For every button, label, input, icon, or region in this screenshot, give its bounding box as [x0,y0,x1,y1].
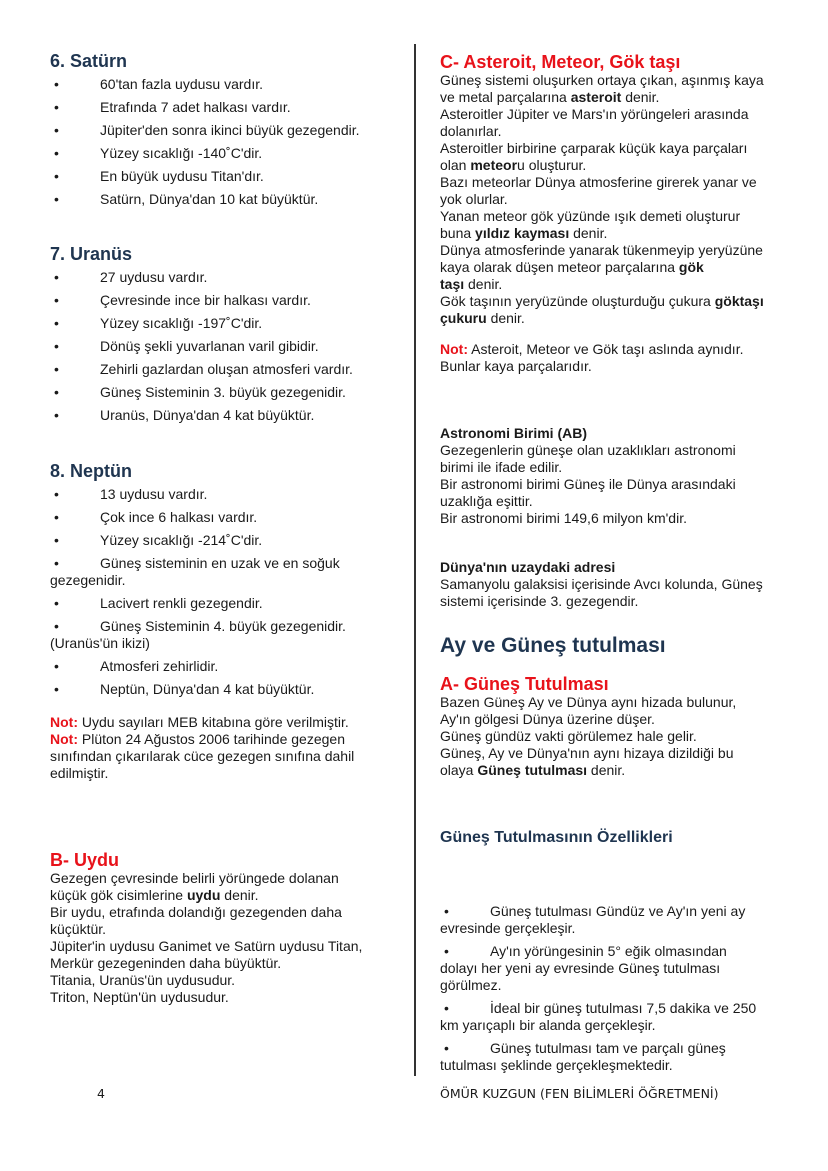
note-label: Not: [50,714,78,730]
asteroid-note [440,341,820,375]
text: Titania, Uranüs'ün uydusudur. [50,972,236,988]
text: Ay'ın yörüngesinin 5° eğik olmasından [490,943,727,959]
text-line [50,921,430,938]
bold-term: gök [678,259,704,275]
text: Asteroit, Meteor ve Gök taşı aslında aynıdır. [468,341,744,357]
list-item [50,595,430,612]
list-item [50,76,430,93]
bullet-icon: • [54,76,59,92]
text-line [440,920,820,937]
list-item [50,555,430,589]
text-line [440,123,820,140]
text: Etrafında 7 adet halkası vardır. [100,99,291,115]
list-item [50,191,430,208]
text: km yarıçaplı bir alanda gerçekleşir. [440,1017,656,1033]
text-line [50,145,430,162]
text-line [50,989,430,1006]
text: sınıfından çıkarılarak cüce gezegen sınıfına dahil [50,748,355,764]
text: Asteroitler birbirine çarparak küçük kaya parçaları [440,140,748,156]
text-line [440,259,820,276]
heading-uranus: 7. Uranüs [50,244,133,264]
text-line [50,292,430,309]
bullet-icon: • [54,145,59,161]
text: Bazı meteorlar Dünya atmosferine girerek yanar ve [440,174,757,190]
bullet-icon: • [54,191,59,207]
text-line [50,572,430,589]
bullet-icon: • [54,338,59,354]
text-line [50,635,430,652]
text: Ay'ın gölgesi Dünya üzerine düşer. [440,711,655,727]
text: denir. [587,762,626,778]
heading-eclipse: Ay ve Güneş tutulması [440,634,666,657]
text: Güneş gündüz vakti görülemez hale gelir. [440,728,697,744]
list-item [50,269,430,286]
text-line [50,658,430,675]
text-line [50,122,430,139]
text: Bir uydu, etrafında dolandığı gezegenden daha [50,904,342,920]
features-list [440,903,820,1074]
text-line [440,157,820,174]
list-item [50,315,430,332]
section-features [440,903,820,1080]
text-line [440,242,820,259]
heading-neptune: 8. Neptün [50,461,133,481]
heading-solar-eclipse: A- Güneş Tutulması [440,674,609,694]
heading-address: Dünya'nın uzaydaki adresi [440,559,616,575]
text: Bunlar kaya parçalarıdır. [440,358,592,374]
text-line [440,728,820,745]
text: Güneş tutulması Gündüz ve Ay'ın yeni ay [490,903,746,919]
bullet-icon: • [444,903,449,919]
footer-author: ÖMÜR KUZGUN (FEN BİLİMLERİ ÖĞRETMENİ) [440,1086,719,1101]
text: küçük gök cisimlerine [50,887,187,903]
text: evresinde gerçekleşir. [440,920,576,936]
saturn-list [50,76,430,208]
text: Güneş Sisteminin 3. büyük gezegenidir. [100,384,346,400]
text: Satürn, Dünya'dan 10 kat büyüktür. [100,191,319,207]
list-item [50,122,430,139]
list-item [50,681,430,698]
text: birimi ile ifade edilir. [440,459,563,475]
bullet-icon: • [54,269,59,285]
text-line [50,731,430,748]
text: gezegenidir. [50,572,126,588]
text-line [50,618,430,635]
text: denir. [569,225,608,241]
text-line [440,341,820,358]
text: tutulması şeklinde gerçekleşmektedir. [440,1057,673,1073]
list-item [440,903,820,937]
text-line [440,293,820,310]
bold-term: asteroit [570,89,622,105]
text-line [440,89,820,106]
text-line [50,407,430,424]
text: küçüktür. [50,921,107,937]
text: Zehirli gazlardan oluşan atmosferi vardır. [100,361,353,377]
list-item [50,361,430,378]
bullet-icon: • [54,407,59,423]
address-text [440,576,820,610]
text: dolayı her yeni ay evresinde Güneş tutulması [440,960,721,976]
bullet-icon: • [54,486,59,502]
list-item [50,486,430,503]
text-line [440,694,820,711]
text: olaya [440,762,478,778]
text-line [50,168,430,185]
text: Dünya atmosferinde yanarak tükenmeyip yeryüzüne [440,242,763,258]
section-uranus [50,243,430,430]
text-line [50,955,430,972]
text: sistemi içerisinde 3. gezegendir. [440,593,639,609]
text-line [50,338,430,355]
bold-term: göktaşı [714,293,764,309]
list-item [50,407,430,424]
text-line [440,745,820,762]
text: yok olurlar. [440,191,508,207]
text-line [50,99,430,116]
text: 27 uydusu vardır. [100,269,208,285]
text-line [440,72,820,89]
bullet-icon: • [444,943,449,959]
bullet-icon: • [54,595,59,611]
bold-term: meteor [470,157,518,173]
list-item [50,99,430,116]
note-label: Not: [440,341,468,357]
section-asteroid [440,52,820,327]
text: edilmiştir. [50,765,109,781]
text-line [440,358,820,375]
uranus-list [50,269,430,424]
heading-features: Güneş Tutulmasının Özellikleri [440,829,673,846]
text-line [50,191,430,208]
bullet-icon: • [54,99,59,115]
bold-term: Güneş tutulması [477,762,588,778]
text-line [440,276,820,293]
list-item [440,1040,820,1074]
bullet-icon: • [444,1040,449,1056]
list-item [50,618,430,652]
text-line [50,595,430,612]
text: Yüzey sıcaklığı -140˚C'dir. [100,145,263,161]
list-item [50,658,430,675]
text-line [50,870,430,887]
section-au [440,425,820,527]
bold-term: taşı [440,276,465,292]
bold-term: çukuru [440,310,487,326]
eclipse-title [440,633,820,659]
text-line [440,191,820,208]
text-line [50,904,430,921]
text-line [50,681,430,698]
text: Lacivert renkli gezegendir. [100,595,263,611]
note-label: Not: [50,731,78,747]
text: (Uranüs'ün ikizi) [50,635,150,651]
text: denir. [464,276,503,292]
text-line [440,593,820,610]
text-line [440,174,820,191]
list-item [50,509,430,526]
section-solar-eclipse [440,674,820,779]
text-line [440,576,820,593]
page-number: 4 [97,1086,105,1101]
list-item [50,532,430,549]
text: denir. [621,89,660,105]
section-saturn [50,50,430,214]
text: 60'tan fazla uydusu vardır. [100,76,263,92]
text-line [440,1017,820,1034]
text-line [50,384,430,401]
text-line [50,361,430,378]
text: Merkür gezegeninden daha büyüktür. [50,955,282,971]
text: Neptün, Dünya'dan 4 kat büyüktür. [100,681,315,697]
text: Yanan meteor gök yüzünde ışık demeti oluşturur [440,208,741,224]
bullet-icon: • [54,168,59,184]
section-address [440,559,820,610]
text: u oluşturur. [517,157,587,173]
text-line [50,76,430,93]
bullet-icon: • [54,618,59,634]
bullet-icon: • [54,315,59,331]
text-line [50,486,430,503]
text-line [440,1057,820,1074]
text: Atmosferi zehirlidir. [100,658,219,674]
text-line [50,532,430,549]
text-line [440,903,820,920]
text: Gezegen çevresinde belirli yörüngede dolanan [50,870,339,886]
text-line [440,960,820,977]
section-satellite [50,850,430,1006]
list-item [50,384,430,401]
notes [50,714,430,782]
text: Yüzey sıcaklığı -197˚C'dir. [100,315,263,331]
bullet-icon: • [54,384,59,400]
text-line [50,269,430,286]
text: Plüton 24 Ağustos 2006 tarihinde gezegen [78,731,345,747]
list-item [50,145,430,162]
bullet-icon: • [54,658,59,674]
text-line [440,711,820,728]
text: Yüzey sıcaklığı -214˚C'dir. [100,532,263,548]
text-line [440,106,820,123]
notes-text [50,714,430,782]
text-line [440,208,820,225]
text: Jüpiter'in uydusu Ganimet ve Satürn uydusu Titan, [50,938,363,954]
text: denir. [486,310,525,326]
text: Bazen Güneş Ay ve Dünya aynı hizada bulunur, [440,694,737,710]
text: İdeal bir güneş tutulması 7,5 dakika ve 250 [490,1000,757,1016]
text-line [440,442,820,459]
heading-saturn: 6. Satürn [50,51,128,71]
list-item [50,338,430,355]
text-line [50,972,430,989]
text: Güneş Sisteminin 4. büyük gezegenidir. [100,618,346,634]
text: denir. [220,887,259,903]
list-item [50,168,430,185]
text: görülmez. [440,977,502,993]
text: buna [440,225,476,241]
text-line [50,748,430,765]
text: olan [440,157,471,173]
text-line [50,315,430,332]
text-line [440,1040,820,1057]
text: Triton, Neptün'ün uydusudur. [50,989,229,1005]
text-line [50,555,430,572]
list-item [440,1000,820,1034]
text: Asteroitler Jüpiter ve Mars'ın yörüngeleri arasında [440,106,749,122]
text: Bir astronomi birimi 149,6 milyon km'dir. [440,510,687,526]
text: kaya olarak düşen meteor parçalarına [440,259,679,275]
solar-eclipse-text [440,694,820,779]
text: Uydu sayıları MEB kitabına göre verilmiştir. [78,714,349,730]
features-title [440,828,820,848]
text: Çevresinde ince bir halkası vardır. [100,292,311,308]
text: Jüpiter'den sonra ikinci büyük gezegendir. [100,122,360,138]
bullet-icon: • [54,122,59,138]
text-line [440,493,820,510]
bullet-icon: • [54,681,59,697]
text: Uranüs, Dünya'dan 4 kat büyüktür. [100,407,315,423]
section-neptune [50,460,430,704]
text-line [440,225,820,242]
text-line [440,943,820,960]
text-line [440,510,820,527]
text: ve metal parçalarına [440,89,571,105]
text: uzaklığa eşittir. [440,493,533,509]
bold-term: yıldız kayması [475,225,570,241]
asteroid-note-text [440,341,820,375]
text: dolanırlar. [440,123,502,139]
bold-term: uydu [186,887,221,903]
text-line [50,887,430,904]
text: 13 uydusu vardır. [100,486,208,502]
bullet-icon: • [54,532,59,548]
text-line [440,762,820,779]
bullet-icon: • [54,509,59,525]
text-line [50,938,430,955]
text-line [440,476,820,493]
text-line [50,509,430,526]
heading-asteroid: C- Asteroit, Meteor, Gök taşı [440,52,681,72]
text: Çok ince 6 halkası vardır. [100,509,258,525]
text: Gezegenlerin güneşe olan uzaklıkları astronomi [440,442,736,458]
text-line [440,1000,820,1017]
text: Bir astronomi birimi Güneş ile Dünya arasındaki [440,476,736,492]
text-line [440,140,820,157]
bullet-icon: • [444,1000,449,1016]
text: Dönüş şekli yuvarlanan varil gibidir. [100,338,319,354]
text: Güneş, Ay ve Dünya'nın aynı hizaya dizildiği bu [440,745,734,761]
text: Güneş tutulması tam ve parçalı güneş [490,1040,726,1056]
asteroid-text [440,72,820,327]
list-item [440,943,820,994]
text-line [440,459,820,476]
text: En büyük uydusu Titan'dır. [100,168,264,184]
list-item [50,292,430,309]
text: Güneş sisteminin en uzak ve en soğuk [100,555,340,571]
satellite-text [50,870,430,1006]
au-text [440,442,820,527]
heading-satellite: B- Uydu [50,850,119,870]
text: Samanyolu galaksisi içerisinde Avcı kolunda, Güneş [440,576,763,592]
bullet-icon: • [54,555,59,571]
text-line [50,714,430,731]
text: Güneş sistemi oluşurken ortaya çıkan, aşınmış kaya [440,72,764,88]
text-line [440,310,820,327]
bullet-icon: • [54,361,59,377]
neptune-list [50,486,430,698]
heading-au: Astronomi Birimi (AB) [440,425,587,441]
text: Gök taşının yeryüzünde oluşturduğu çukura [440,293,715,309]
bullet-icon: • [54,292,59,308]
text-line [440,977,820,994]
text-line [50,765,430,782]
